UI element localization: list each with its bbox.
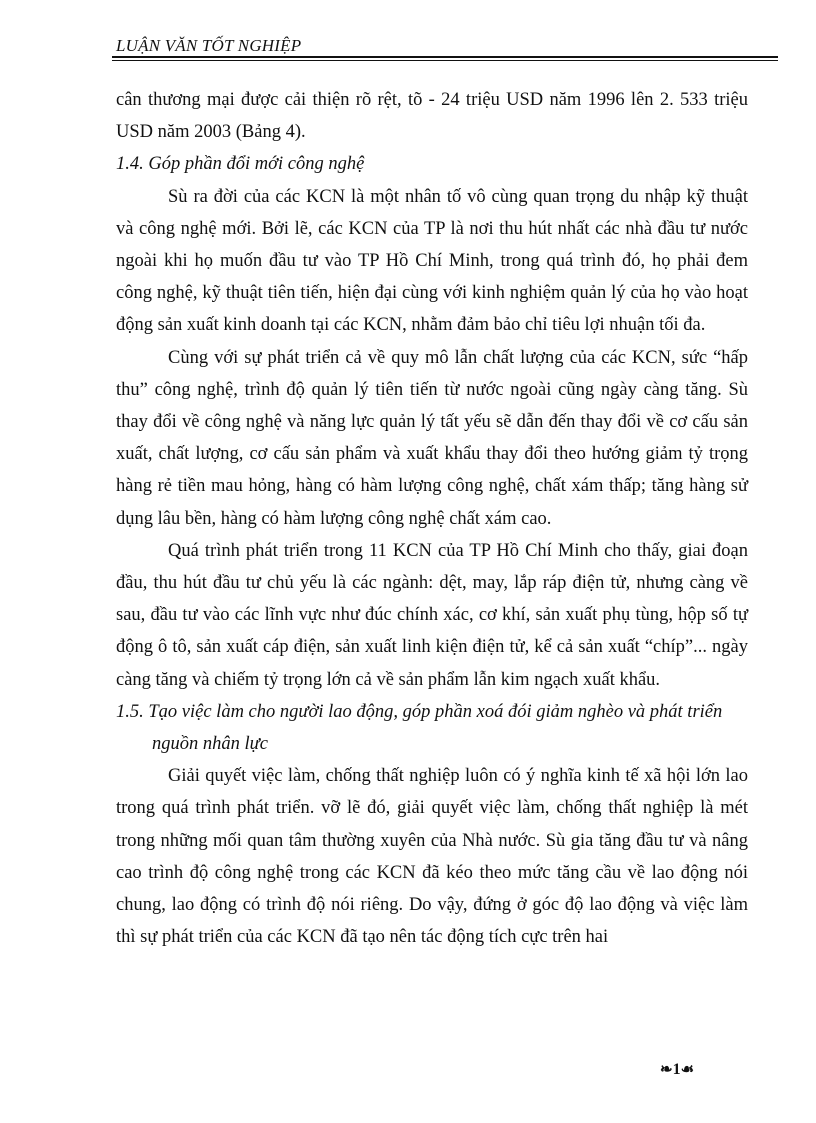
paragraph-continued: cân thương mại được cải thiện rõ rệt, tõ - 24 triệu USD năm 1996 lên 2. 533 triệu USD năm 2003 (Bảng 4).	[116, 90, 748, 143]
page-number: 1	[672, 1061, 681, 1078]
ornament-left-icon: ❧	[660, 1062, 673, 1078]
paragraph: Giải quyết việc làm, chống thất nghiệp luôn có ý nghĩa kinh tế xã hội lớn lao trong quá trình phát triển. vỡ lẽ đó, giải quyết việc làm, chống thất nghiệp là mét trong những mối quan tâm thường xuyên của Nhà nước. Sù gia tăng đầu tư và nâng cao trình độ công nghệ trong các KCN đã kéo theo mức tăng cầu về lao động nói chung, lao động có trình độ nói riêng. Do vậy, đứng ở góc độ lao động và việc làm thì sự phát triển của các KCN đã tạo nên tác động tích cực trên hai	[116, 766, 748, 948]
page-footer	[660, 1060, 694, 1079]
section-heading-1-5: 1.5. Tạo việc làm cho người lao động, góp phần xoá đói giảm nghèo và phát triển nguồn nhân lực	[116, 701, 723, 755]
running-header-title: LUẬN VĂN TỐT NGHIỆP	[116, 36, 302, 55]
paragraph: Sù ra đời của các KCN là một nhân tố vô cùng quan trọng du nhập kỹ thuật và công nghệ mới. Bởi lẽ, các KCN của TP là nơi thu hút nhất các nhà đầu tư nước ngoài khi họ muốn đầu tư vào TP Hồ Chí Minh, trong quá trình đó, họ phải đem công nghệ, kỹ thuật tiên tiến, hiện đại cùng với kinh nghiệm quản lý của họ vào hoạt động sản xuất kinh doanh tại các KCN, nhằm đảm bảo chỉ tiêu lợi nhuận tối đa.	[116, 186, 748, 336]
header-rule-thin	[112, 60, 778, 61]
paragraph: Cùng với sự phát triển cả về quy mô lẫn chất lượng của các KCN, sức “hấp thu” công nghệ, trình độ quản lý tiên tiến từ nước ngoài cũng ngày càng tăng. Sù thay đổi về công nghệ và năng lực quản lý tất yếu sẽ dẫn đến thay đổi về cơ cấu sản xuất, chất lượng, cơ cấu sản phẩm và xuất khẩu thay đổi theo hướng giảm tỷ trọng hàng rẻ tiền mau hỏng, hàng có hàm lượng công nghệ, chất xám thấp; tăng hàng sử dụng lâu bền, hàng có hàm lượng công nghệ chất xám cao.	[116, 347, 748, 529]
document-body	[116, 84, 748, 953]
ornament-right-icon: ☙	[680, 1062, 695, 1078]
header-rule	[112, 56, 778, 58]
section-heading-1-4: 1.4. Góp phần đổi mới công nghệ	[116, 154, 365, 175]
paragraph: Quá trình phát triển trong 11 KCN của TP Hồ Chí Minh cho thấy, giai đoạn đầu, thu hút đầu tư chủ yếu là các ngành: dệt, may, lắp ráp điện tử, nhưng càng về sau, đầu tư vào các lĩnh vực như đúc chính xác, cơ khí, sản xuất phụ tùng, hộp số tự động ô tô, sản xuất cáp điện, sản xuất linh kiện điện tử, kể cả sản xuất “chíp”... ngày càng tăng và chiếm tỷ trọng lớn cả về sản phẩm lẫn kim ngạch xuất khẩu.	[116, 540, 748, 690]
